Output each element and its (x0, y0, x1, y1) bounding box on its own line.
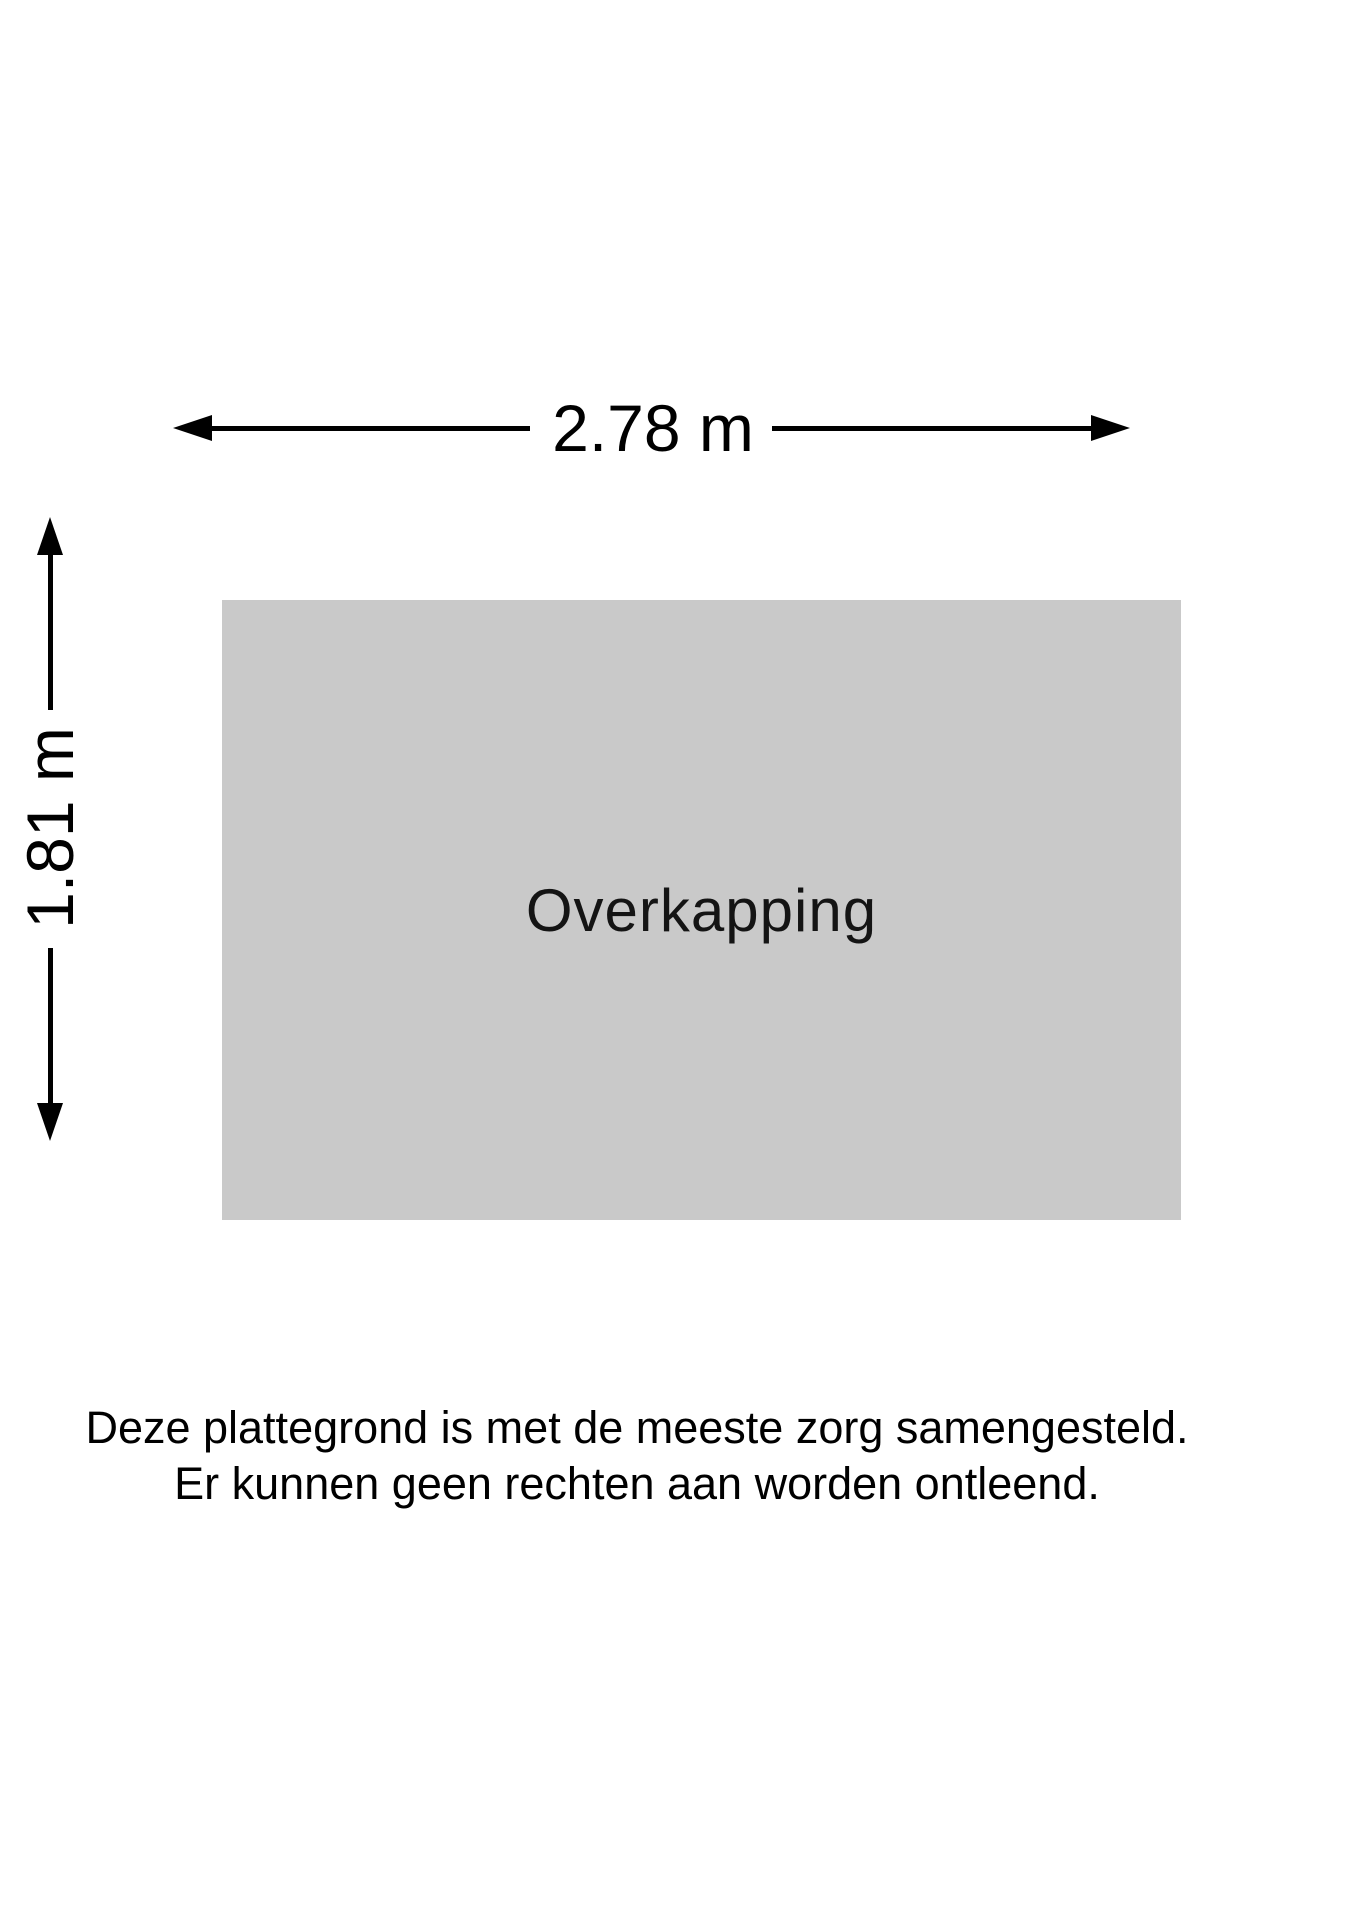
disclaimer-line-2: Er kunnen geen rechten aan worden ontleend. (174, 1457, 1100, 1509)
height-dimension-label: 1.81 m (13, 727, 87, 929)
width-dimension-line-left (208, 426, 530, 431)
width-dimension-line-right (772, 426, 1094, 431)
height-dimension-line-top (48, 552, 53, 710)
width-dimension-label: 2.78 m (552, 391, 754, 465)
arrowhead-left-icon (173, 415, 212, 441)
room-label: Overkapping (525, 876, 878, 944)
disclaimer-text (85, 1400, 1188, 1512)
arrowhead-right-icon (1091, 415, 1130, 441)
height-dimension-line-bottom (48, 948, 53, 1106)
room-rect (222, 600, 1181, 1220)
disclaimer-line-1: Deze plattegrond is met de meeste zorg samengesteld. (85, 1402, 1189, 1453)
arrowhead-down-icon (37, 1103, 63, 1141)
arrowhead-up-icon (37, 517, 63, 555)
